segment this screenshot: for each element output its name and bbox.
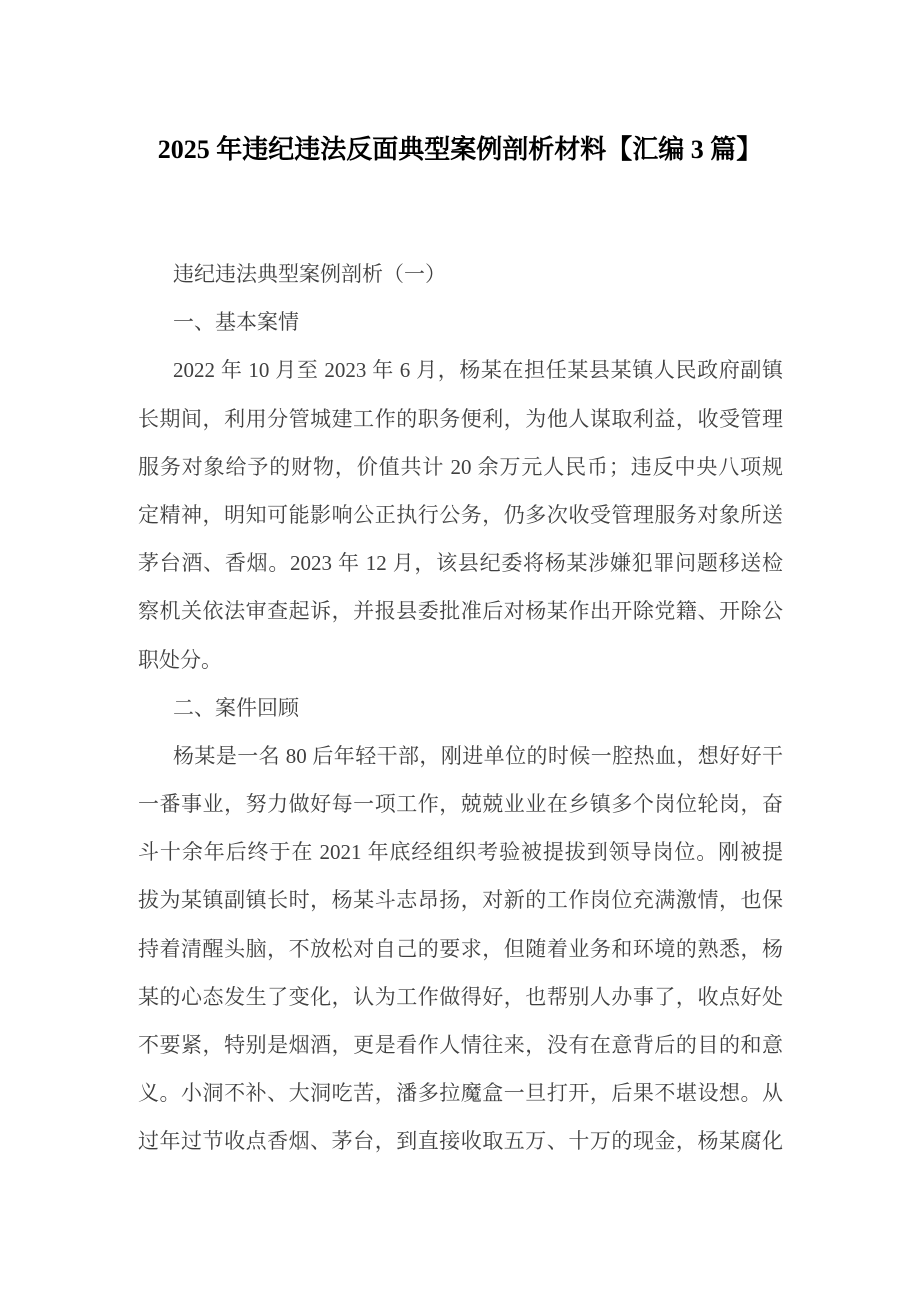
text-line-8: 察机关依法审查起诉，并报县委批准后对杨某作出开除党籍、开除公 bbox=[138, 599, 783, 624]
text-line-4: 长期间，利用分管城建工作的职务便利，为他人谋取利益，收受管理 bbox=[138, 406, 783, 431]
text-line-2: 一、基本案情 bbox=[173, 310, 299, 335]
text-line-3: 2022 年 10 月至 2023 年 6 月，杨某在担任某县某镇人民政府副镇 bbox=[173, 358, 783, 383]
text-line-14: 拔为某镇副镇长时，杨某斗志昂扬，对新的工作岗位充满激情，也保 bbox=[138, 888, 783, 913]
text-line-5: 服务对象给予的财物，价值共计 20 余万元人民币；违反中央八项规 bbox=[138, 454, 783, 479]
text-line-18: 义。小洞不补、大洞吃苦，潘多拉魔盒一旦打开，后果不堪设想。从 bbox=[138, 1081, 783, 1106]
document-title: 2025 年违纪违法反面典型案例剖析材料【汇编 3 篇】 bbox=[157, 135, 763, 164]
document-body bbox=[138, 250, 783, 1166]
text-line-13: 斗十余年后终于在 2021 年底经组织考验被提拔到领导岗位。刚被提 bbox=[138, 840, 783, 865]
text-line-10: 二、案件回顾 bbox=[173, 695, 299, 720]
text-line-17: 不要紧，特别是烟酒，更是看作人情往来，没有在意背后的目的和意 bbox=[138, 1033, 783, 1057]
text-line-7: 茅台酒、香烟。2023 年 12 月，该县纪委将杨某涉嫌犯罪问题移送检 bbox=[138, 551, 783, 576]
text-line-19: 过年过节收点香烟、茅台，到直接收取五万、十万的现金，杨某腐化 bbox=[138, 1129, 783, 1154]
text-line-12: 一番事业，努力做好每一项工作，兢兢业业在乡镇多个岗位轮岗，奋 bbox=[138, 792, 783, 817]
text-line-16: 某的心态发生了变化，认为工作做得好，也帮别人办事了，收点好处 bbox=[138, 984, 783, 1009]
text-line-9: 职处分。 bbox=[138, 647, 222, 672]
text-line-1: 违纪违法典型案例剖析（一） bbox=[173, 262, 446, 286]
text-line-15: 持着清醒头脑，不放松对自己的要求，但随着业务和环境的熟悉，杨 bbox=[138, 936, 783, 961]
text-line-11: 杨某是一名 80 后年轻干部，刚进单位的时候一腔热血，想好好干 bbox=[173, 743, 783, 768]
text-line-6: 定精神，明知可能影响公正执行公务，仍多次收受管理服务对象所送 bbox=[138, 502, 783, 527]
